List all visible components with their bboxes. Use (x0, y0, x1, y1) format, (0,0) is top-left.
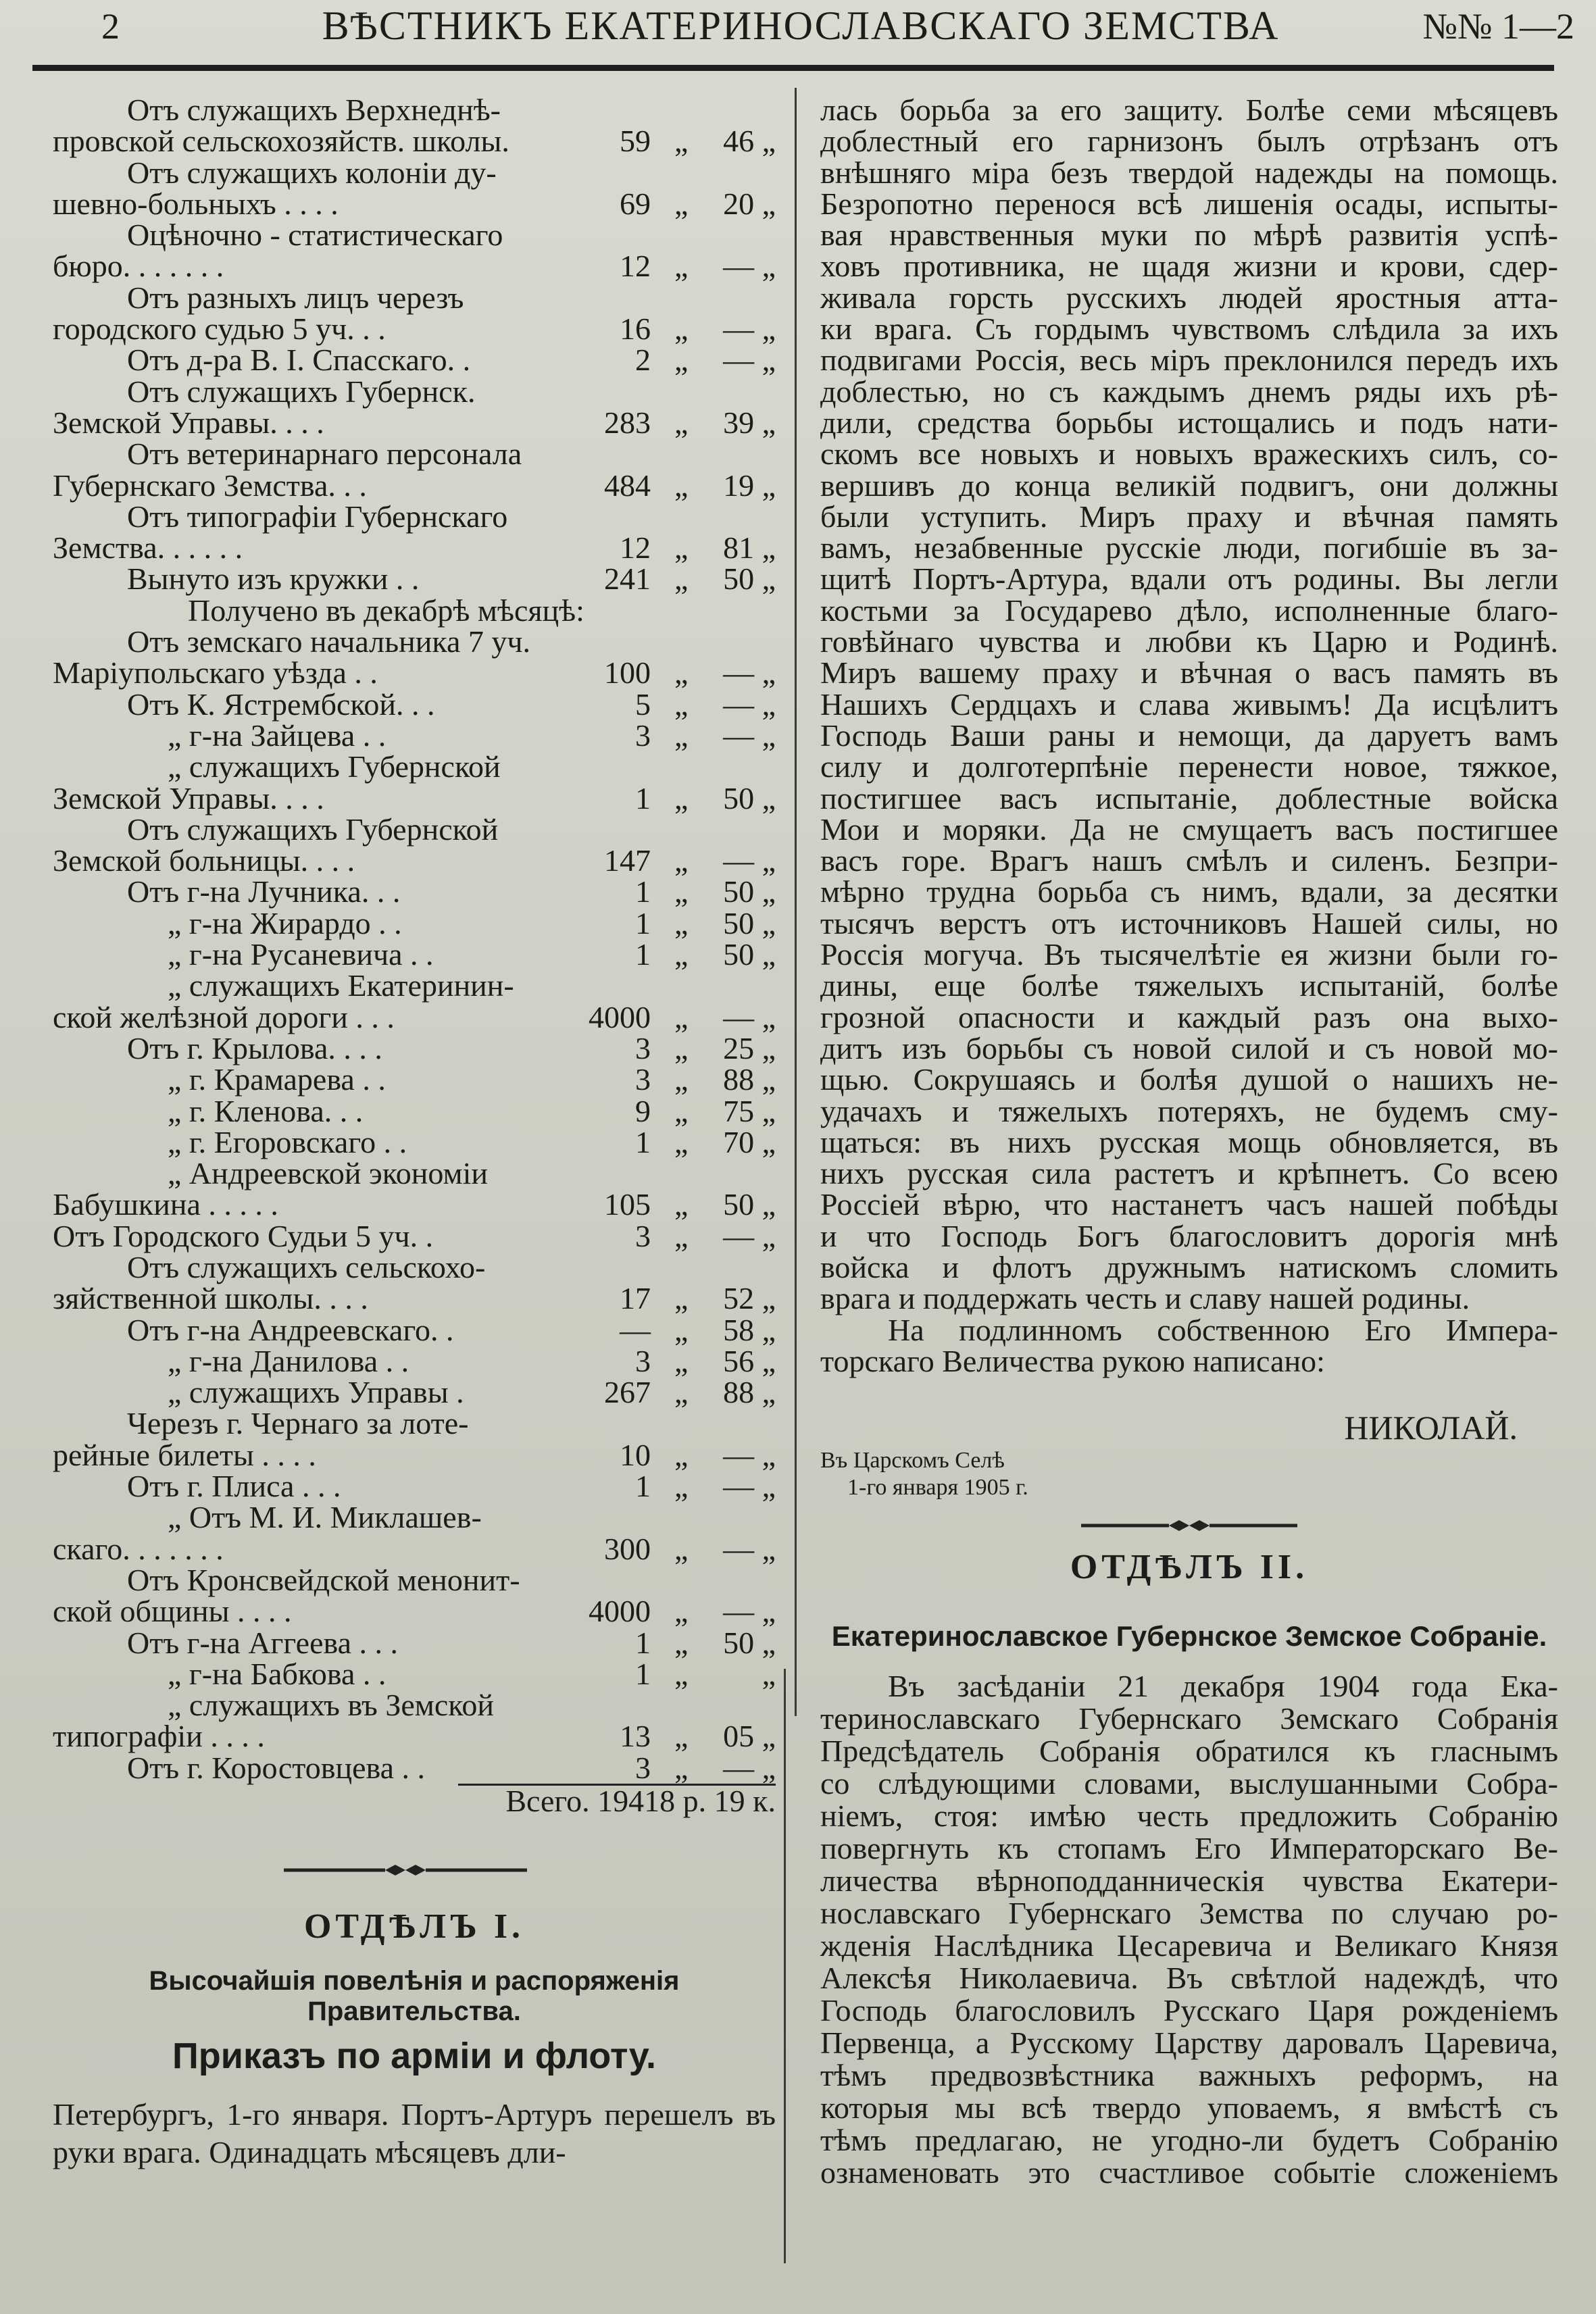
column-divider (795, 88, 797, 1716)
ditto-mark: „ (674, 1437, 689, 1472)
donation-row (53, 1408, 776, 1439)
donor-text: „ г. Кленова. . . (168, 1093, 364, 1128)
text-line: были уступить. Миръ праху и вѣчная память (820, 499, 1558, 534)
amount-kopecks: 25 „ (723, 1030, 776, 1065)
journal-title: ВѢСТНИКЪ ЕКАТЕРИНОСЛАВСКАГО ЗЕМСТВА (322, 3, 1280, 48)
text-line: грозной опасности и каждый разъ она выхо- (820, 999, 1558, 1034)
amount-kopecks: 50 „ (723, 1625, 776, 1660)
donation-row (53, 407, 776, 438)
amount-rubles: 5 (635, 686, 651, 722)
amount-rubles: 105 (604, 1187, 651, 1222)
donation-row (53, 157, 776, 188)
amount-rubles: 1 (635, 937, 651, 972)
text-line: Безропотно перенося всѣ лишенія осады, испыты- (820, 186, 1558, 221)
donation-row (53, 1093, 776, 1128)
donor-text: Отъ служащихъ колоніи ду- (127, 155, 497, 190)
text-line: тѣмъ предлагаю, не угодно-ли будетъ Собранію (820, 2123, 1558, 2157)
donation-row (53, 1625, 776, 1660)
amount-kopecks: 19 „ (723, 468, 776, 503)
amount-kopecks: 20 „ (723, 186, 776, 221)
text-line: лась борьба за его защиту. Болѣе семи мѣсяцевъ (820, 93, 1558, 127)
amount-kopecks: „ (762, 1656, 776, 1691)
donor-text: Отъ г. Плиса . . . (127, 1469, 341, 1504)
amount-kopecks: 56 „ (723, 1343, 776, 1378)
ditto-mark: „ (674, 1625, 689, 1660)
text-line: вая нравственныя муки по мѣрѣ развитія успѣ- (820, 218, 1558, 253)
amount-kopecks: 50 „ (723, 874, 776, 909)
place-date (820, 1447, 1028, 1501)
donation-row (53, 845, 776, 876)
donor-text: „ служащихъ Управы . (168, 1375, 464, 1410)
donor-text: городского судью 5 уч. . . (53, 311, 386, 347)
text-line: живала горсть русскихъ людей яростныя атта- (820, 280, 1558, 315)
ditto-mark: „ (674, 1124, 689, 1159)
text-line: повергнуть къ стопамъ Его Императорскаго Ве- (820, 1831, 1558, 1865)
ditto-mark: „ (674, 780, 689, 815)
text-line: говѣйнаго чувства и любви къ Царю и Родинѣ. (820, 624, 1558, 659)
donor-text: Отъ г. Коростовцева . . (127, 1750, 426, 1785)
donor-text: „ Андреевской экономіи (168, 1156, 488, 1191)
donor-text: Отъ служащихъ Губернск. (127, 374, 476, 409)
donation-row (53, 1656, 776, 1691)
amount-kopecks: — „ (723, 655, 776, 690)
donation-row (53, 376, 776, 407)
donor-text: „ г-на Зайцева . . (168, 718, 386, 753)
ditto-mark: „ (674, 937, 689, 972)
ditto-mark: „ (674, 1312, 689, 1347)
amount-rubles: 10 (620, 1437, 651, 1472)
text-line: торскаго Величества рукою написано: (820, 1343, 1325, 1378)
amount-kopecks: 50 „ (723, 1187, 776, 1222)
amount-rubles: 1 (635, 1469, 651, 1504)
amount-kopecks: — „ (723, 686, 776, 722)
text-line: щитѣ Портъ-Артура, вдали отъ родины. Вы легли (820, 561, 1558, 597)
amount-kopecks: 39 „ (723, 405, 776, 440)
amount-rubles: 3 (635, 1218, 651, 1253)
amount-kopecks: — „ (723, 343, 776, 378)
text-line: Въ засѣданіи 21 декабря 1904 года Ека- (888, 1669, 1558, 1703)
amount-kopecks: — „ (723, 1750, 776, 1785)
amount-rubles: 4000 (589, 1594, 651, 1629)
text-line: щаться: въ нихъ русская мощь обновляется, въ (820, 1124, 1558, 1159)
amount-rubles: 13 (620, 1719, 651, 1754)
ditto-mark: „ (674, 1531, 689, 1566)
text-line: нихъ русская сила растетъ и крѣпнетъ. Со всею (820, 1156, 1558, 1191)
ornament-divider-right (1081, 1519, 1297, 1532)
donation-row (53, 905, 776, 940)
donor-text: Земской Управы. . . . (53, 780, 324, 815)
ditto-mark: „ (674, 1062, 689, 1097)
amount-kopecks: 70 „ (723, 1124, 776, 1159)
amount-rubles: 12 (620, 249, 651, 284)
text-line: Россіей вѣрю, что настанетъ часъ нашей побѣды (820, 1187, 1558, 1222)
donation-row (53, 751, 776, 782)
amount-rubles: 3 (635, 1030, 651, 1065)
donor-text: Отъ служащихъ Верхнеднѣ- (127, 93, 501, 127)
donor-text: Отъ г-на Андреевскаго. . (127, 1312, 454, 1347)
donation-row (53, 657, 776, 688)
text-line: дитъ изъ борьбы съ новой силой и съ новой мо- (820, 1030, 1558, 1065)
text-line: внѣшняго міра безъ твердой надежды на помощь. (820, 155, 1558, 190)
order-title: Приказъ по арміи и флоту. (172, 2036, 657, 2076)
donor-text: Губернскаго Земства. . . (53, 468, 367, 503)
amount-kopecks: — „ (723, 999, 776, 1034)
amount-rubles: 1 (635, 874, 651, 909)
donor-text: Оцѣночно - статистическаго (127, 218, 503, 253)
amount-rubles: 69 (620, 186, 651, 221)
donor-text: Отъ К. Ястрембской. . . (127, 686, 435, 722)
amount-rubles: 1 (635, 1625, 651, 1660)
amount-kopecks: 50 „ (723, 561, 776, 597)
donation-row (53, 532, 776, 563)
column-divider-lower (784, 1669, 786, 2263)
ditto-mark: „ (674, 311, 689, 347)
ditto-mark: „ (674, 1343, 689, 1378)
donation-row (53, 876, 776, 907)
text-line: нославскаго Губернскаго Земства по случаю ро- (820, 1896, 1558, 1930)
donor-text: зяйственной школы. . . . (53, 1281, 368, 1316)
amount-kopecks: 05 „ (723, 1719, 776, 1754)
donor-text: Маріупольскаго уѣзда . . (53, 655, 378, 690)
amount-rubles: 241 (604, 561, 651, 597)
ditto-mark: „ (674, 1719, 689, 1754)
donor-text: „ г. Егоровскаго . . (168, 1124, 407, 1159)
text-line: На подлинномъ собственною Его Импера- (888, 1312, 1558, 1347)
donation-row (53, 1030, 776, 1065)
amount-kopecks: 50 „ (723, 780, 776, 815)
amount-kopecks: 46 „ (723, 124, 776, 159)
donor-text: Отъ Кронсвейдской менонит- (127, 1562, 520, 1597)
donor-text: Отъ служащихъ сельскохо- (127, 1249, 486, 1284)
donation-row (53, 345, 776, 376)
ditto-mark: „ (674, 905, 689, 940)
header-rule (32, 65, 1554, 71)
donation-row (53, 1437, 776, 1472)
donor-text: „ служащихъ Екатеринин- (168, 968, 514, 1003)
text-line: силу и долготерпѣніе перенести новое, тяжкое, (820, 749, 1558, 784)
donor-text: Отъ Городского Судьи 5 уч. . (53, 1218, 434, 1253)
text-line: ознаменовать это счастливое событіе сложеніемъ (820, 2155, 1558, 2190)
text-line: и что Господь Богъ благословитъ дорогія мнѣ (820, 1218, 1558, 1253)
donation-row (53, 1596, 776, 1627)
donor-text: Земства. . . . . . (53, 530, 243, 565)
donation-row (53, 1471, 776, 1502)
ditto-mark: „ (674, 718, 689, 753)
page-number: 2 (101, 6, 120, 47)
donation-row (53, 313, 776, 345)
text-line: подвигами Россія, весь міръ преклонился передъ ихъ (820, 343, 1558, 378)
ditto-mark: „ (674, 1750, 689, 1785)
ditto-mark: „ (674, 468, 689, 503)
text-line: васъ горе. Врагъ нашъ смѣлъ и силенъ. Безпри- (820, 843, 1558, 878)
donor-text: Отъ земскаго начальника 7 уч. (127, 624, 531, 659)
donation-row (53, 970, 776, 1001)
donation-list (53, 95, 776, 1817)
donor-text: „ г. Крамарева . . (168, 1062, 386, 1097)
ditto-mark: „ (674, 1218, 689, 1253)
amount-rubles: 3 (635, 1750, 651, 1785)
amount-rubles: 9 (635, 1093, 651, 1128)
donation-row (53, 1189, 776, 1220)
donation-row (53, 720, 776, 751)
donation-row (53, 1562, 776, 1597)
text-line: щью. Сокрушаясь и болѣя душой о нашихъ не- (820, 1062, 1558, 1097)
ditto-mark: „ (674, 186, 689, 221)
amount-rubles: 3 (635, 1062, 651, 1097)
text-line: врага и поддержать честь и славу нашей родины. (820, 1281, 1470, 1316)
donation-row (53, 1690, 776, 1721)
donation-row (53, 1502, 776, 1533)
text-line: дины, еще болѣе тяжелыхъ испытаній, болѣе (820, 968, 1558, 1003)
donation-row (53, 595, 776, 626)
ornament-divider (284, 1863, 527, 1877)
donation-row (53, 1064, 776, 1095)
government-orders-heading: Высочайшія повелѣнія и распоряженія Правительства. (149, 1966, 680, 2026)
donor-text: типографіи . . . . (53, 1719, 265, 1754)
amount-kopecks: 88 „ (723, 1062, 776, 1097)
ditto-mark: „ (674, 124, 689, 159)
donation-row (53, 780, 776, 815)
amount-kopecks: 50 „ (723, 937, 776, 972)
donor-text: бюро. . . . . . . (53, 249, 224, 284)
donation-row (53, 1158, 776, 1189)
text-line: Предсѣдатель Собранія обратился къ гласнымъ (820, 1734, 1558, 1768)
text-line: Мои и моряки. Да не смущаетъ васъ постигшее (820, 811, 1558, 847)
donor-text: Получено въ декабрѣ мѣсяцѣ: (188, 593, 584, 628)
amount-kopecks: — „ (723, 1437, 776, 1472)
donor-text: Бабушкина . . . . . (53, 1187, 278, 1222)
ditto-mark: „ (674, 249, 689, 284)
donation-row (53, 1312, 776, 1347)
ditto-mark: „ (674, 561, 689, 597)
text-line: дили, средства борьбы истощались и подъ нати- (820, 405, 1558, 440)
donor-text: Отъ типографіи Губернскаго (127, 499, 508, 534)
amount-rubles: 16 (620, 311, 651, 347)
donor-text: ской желѣзной дороги . . . (53, 999, 395, 1034)
donor-text: „ г-на Данилова . . (168, 1343, 409, 1378)
ditto-mark: „ (674, 874, 689, 909)
donor-text: „ служащихъ Губернской (168, 749, 501, 784)
donor-text: Земской больницы. . . . (53, 843, 355, 878)
donor-text: рейные билеты . . . . (53, 1437, 316, 1472)
donor-text: „ г-на Жирардо . . (168, 905, 402, 940)
donor-text: „ служащихъ въ Земской (168, 1688, 494, 1723)
donation-row (53, 251, 776, 282)
order-text: Петербургъ, 1-го января. Портъ-Артуръ перешелъ въ руки врага. Одинадцать мѣсяцевъ дли- (53, 2097, 776, 2169)
donation-row (53, 1283, 776, 1314)
amount-kopecks: 81 „ (723, 530, 776, 565)
ditto-mark: „ (674, 655, 689, 690)
text-line: доблестью, но съ каждымъ днемъ ряды ихъ рѣ- (820, 374, 1558, 409)
donation-row (53, 563, 776, 595)
amount-rubles: 2 (635, 343, 651, 378)
amount-kopecks: 88 „ (723, 1375, 776, 1410)
donation-row (53, 1218, 776, 1253)
text-line: костьми за Государево дѣло, исполненные благо- (820, 593, 1558, 628)
donor-text: Отъ г-на Аггеева . . . (127, 1625, 399, 1660)
ditto-mark: „ (674, 843, 689, 878)
ditto-mark: „ (674, 1093, 689, 1128)
amount-kopecks: 58 „ (723, 1312, 776, 1347)
donation-row (53, 501, 776, 532)
donor-text: „ Отъ М. И. Миклашев- (168, 1500, 482, 1535)
ditto-mark: „ (674, 1375, 689, 1410)
amount-kopecks: 50 „ (723, 905, 776, 940)
text-line: жденія Наслѣдника Цесаревича и Великаго Князя (820, 1928, 1558, 1963)
amount-rubles: 267 (604, 1375, 651, 1410)
donation-row (53, 438, 776, 470)
section-two-heading: ОТДѢЛЪ II. (1070, 1548, 1309, 1586)
ditto-mark: „ (674, 530, 689, 565)
donor-text: Черезъ г. Чернаго за лоте- (127, 1406, 469, 1441)
donation-row (53, 282, 776, 313)
ditto-mark: „ (674, 1469, 689, 1504)
amount-kopecks: — „ (723, 1531, 776, 1566)
section-one-heading: ОТДѢЛЪ I. (303, 1907, 525, 1946)
amount-rubles: 300 (604, 1531, 651, 1566)
amount-rubles: 1 (635, 905, 651, 940)
text-line: которыя мы всѣ твердо уповаемъ, я вмѣстѣ съ (820, 2090, 1558, 2125)
ditto-mark: „ (674, 1594, 689, 1629)
amount-kopecks: — „ (723, 843, 776, 878)
donation-row (53, 95, 776, 126)
amount-kopecks: — „ (723, 249, 776, 284)
text-line: вершивъ до конца великій подвигъ, они должны (820, 468, 1558, 503)
donation-row (53, 1249, 776, 1284)
text-line: Нашихъ Сердцахъ и слава живымъ! Да исцѣлитъ (820, 686, 1558, 722)
donation-row (53, 1750, 776, 1785)
text-line: тѣмъ предвозвѣстника важныхъ реформъ, на (820, 2058, 1558, 2092)
text-line: Россія могуча. Въ тысячелѣтіе ея жизни были го- (820, 937, 1558, 972)
text-line: теринославскаго Губернскаго Земскаго Собранія (820, 1701, 1558, 1736)
place-line: Въ Царскомъ Селѣ (820, 1448, 1005, 1473)
text-line: ніемъ, стоя: имѣю честь предложить Собранію (820, 1799, 1558, 1833)
donor-text: Отъ разныхъ лицъ черезъ (127, 280, 464, 315)
issue-number: №№ 1—2 (1422, 6, 1574, 47)
donor-text: шевно-больныхъ . . . . (53, 186, 339, 221)
ditto-mark: „ (674, 999, 689, 1034)
amount-kopecks: 75 „ (723, 1093, 776, 1128)
amount-kopecks: — „ (723, 1469, 776, 1504)
text-line: доблестный его гарнизонъ былъ отрѣзанъ отъ (820, 124, 1558, 159)
amount-rubles: 1 (635, 1124, 651, 1159)
amount-kopecks: — „ (723, 311, 776, 347)
amount-rubles: 484 (604, 468, 651, 503)
text-line: мѣрно трудна борьба съ нимъ, вдали, за десятки (820, 874, 1558, 909)
text-line: Алексѣя Николаевича. Въ свѣтлой надеждѣ, что (820, 1961, 1558, 1995)
donation-row (53, 188, 776, 220)
text-line: войска и флотъ дружнымъ натискомъ сломить (820, 1249, 1558, 1284)
donor-text: Отъ служащихъ Губернской (127, 811, 499, 847)
donation-row (53, 470, 776, 501)
donation-row (53, 1721, 776, 1752)
donation-row (53, 1377, 776, 1408)
assembly-text (820, 1670, 1558, 2189)
ditto-mark: „ (674, 405, 689, 440)
amount-rubles: 1 (635, 1656, 651, 1691)
amount-kopecks: — „ (723, 718, 776, 753)
ditto-mark: „ (674, 1656, 689, 1691)
text-line: Миръ вашему праху и вѣчная о васъ память въ (820, 655, 1558, 690)
donor-text: „ г-на Русаневича . . (168, 937, 434, 972)
donation-row (53, 686, 776, 722)
text-line: удачахъ и тяжелыхъ потеряхъ, не будемъ сму- (820, 1093, 1558, 1128)
ditto-mark: „ (674, 1030, 689, 1065)
donation-row (53, 626, 776, 657)
text-line: Первенца, а Русскому Царству даровалъ Царевича, (820, 2026, 1558, 2060)
amount-rubles: 100 (604, 655, 651, 690)
amount-rubles: 147 (604, 843, 651, 878)
donation-row (53, 220, 776, 251)
donor-text: Земской Управы. . . . (53, 405, 324, 440)
donation-row (53, 999, 776, 1034)
text-line: вамъ, незабвенные русскіе люди, погибшіе въ за- (820, 530, 1558, 565)
amount-rubles: 1 (635, 780, 651, 815)
text-line: постигшее васъ испытаніе, доблестные войска (820, 780, 1558, 815)
donation-row (53, 126, 776, 157)
donor-text: Отъ д-ра В. І. Спасскаго. . (127, 343, 471, 378)
text-line: со слѣдующими словами, выслушанными Собра- (820, 1766, 1558, 1801)
amount-rubles: 283 (604, 405, 651, 440)
amount-kopecks: — „ (723, 1218, 776, 1253)
donation-total: Всего. 19418 р. 19 к. (458, 1784, 776, 1817)
amount-rubles: 17 (620, 1281, 651, 1316)
page-header (27, 0, 1574, 68)
text-line: личества вѣрноподданническія чувства Екатери- (820, 1863, 1558, 1898)
ditto-mark: „ (674, 1281, 689, 1316)
signature: НИКОЛАЙ. (1344, 1409, 1518, 1447)
text-line: скомъ все новыхъ и новыхъ вражескихъ силъ, со- (820, 436, 1558, 472)
text-line: ховъ противника, не щадя жизни и крови, сдер- (820, 249, 1558, 284)
text-line: Господь Ваши раны и немощи, да даруетъ вамъ (820, 718, 1558, 753)
donation-row (53, 939, 776, 970)
amount-rubles: 3 (635, 718, 651, 753)
donation-row (53, 1124, 776, 1159)
amount-kopecks: 52 „ (723, 1281, 776, 1316)
donor-text: провской сельскохозяйств. школы. (53, 124, 509, 159)
text-line: тысячъ верстъ отъ источниковъ Нашей силы, но (820, 905, 1558, 940)
ditto-mark: „ (674, 1187, 689, 1222)
date-line: 1-го января 1905 г. (847, 1475, 1028, 1500)
donation-row (53, 1343, 776, 1378)
amount-rubles: 3 (635, 1343, 651, 1378)
amount-rubles: 59 (620, 124, 651, 159)
imperial-order-text (820, 95, 1558, 1377)
donation-row (53, 811, 776, 847)
ditto-mark: „ (674, 686, 689, 722)
donor-text: Отъ ветеринарнаго персонала (127, 436, 522, 472)
donor-text: Отъ г-на Лучника. . . (127, 874, 401, 909)
donor-text: „ г-на Бабкова . . (168, 1656, 386, 1691)
donor-text: Вынуто изъ кружки . . (127, 561, 420, 597)
amount-rubles: 12 (620, 530, 651, 565)
text-line: Господь благословилъ Русскаго Царя рожденіемъ (820, 1993, 1558, 2028)
assembly-title: Екатеринославское Губернское Земское Собраніе. (831, 1620, 1547, 1652)
text-line: ки врага. Съ гордымъ чувствомъ слѣдила за ихъ (820, 311, 1558, 347)
amount-rubles: 4000 (589, 999, 651, 1034)
donation-row (53, 1531, 776, 1566)
amount-rubles: — (620, 1312, 651, 1347)
donor-text: Отъ г. Крылова. . . . (127, 1030, 382, 1065)
ditto-mark: „ (674, 343, 689, 378)
donor-text: ской общины . . . . (53, 1594, 292, 1629)
amount-kopecks: — „ (723, 1594, 776, 1629)
donor-text: скаго. . . . . . . (53, 1531, 224, 1566)
